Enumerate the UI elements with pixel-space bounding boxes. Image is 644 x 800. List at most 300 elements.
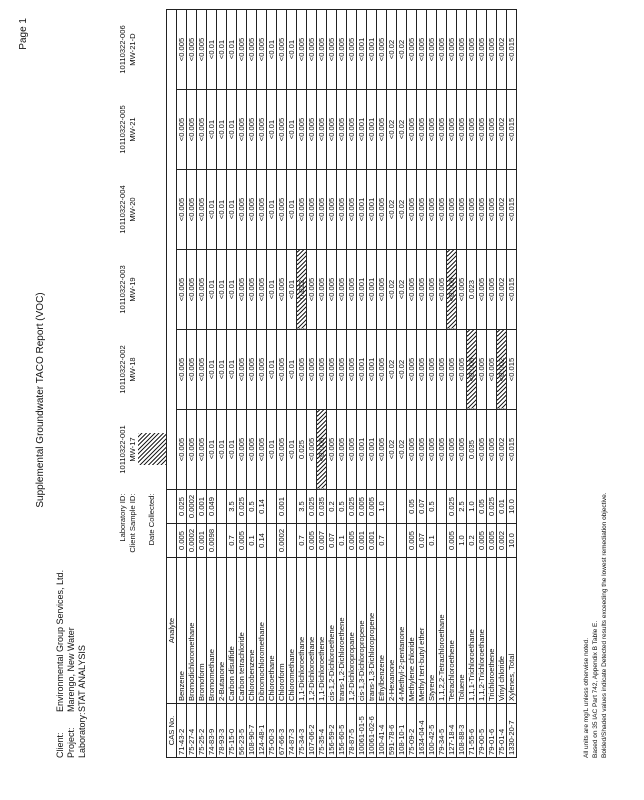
laboratory-value: STAT ANALYSIS (77, 645, 87, 712)
analyte-cell: Chlorobenzene (247, 558, 257, 704)
objective-cell: 0.005 (487, 524, 497, 558)
table-row (407, 10, 417, 758)
result-cell: <0.005 (477, 10, 487, 90)
table-row (267, 10, 277, 758)
result-cell: <0.005 (247, 410, 257, 490)
result-cell: <0.005 (247, 170, 257, 250)
footnote: Bolded/Shaded values indicate Detected results exceeding the lowest remediation objective. (601, 492, 608, 758)
cas-cell: 75-09-2 (407, 704, 417, 758)
result-cell: <0.02 (397, 330, 407, 410)
result-cell: <0.01 (227, 170, 237, 250)
results-header (167, 10, 177, 490)
sample-id-row (128, 10, 138, 758)
cas-cell: 107-06-2 (307, 704, 317, 758)
result-cell: <0.015 (507, 90, 517, 170)
analyte-cell: 2-Butanone (217, 558, 227, 704)
objective-cell: 1.0 (457, 524, 467, 558)
cas-cell: 74-83-9 (207, 704, 217, 758)
lab-id: 10110322-001 (118, 425, 127, 474)
date-label: Date Collected: (147, 493, 156, 546)
client-label: Client: (55, 732, 65, 758)
result-cell: <0.005 (417, 330, 427, 410)
table-row (327, 10, 337, 758)
result-cell: <0.005 (247, 250, 257, 330)
objective-cell: 3.5 (297, 490, 307, 524)
sample-id: MW-20 (128, 197, 137, 222)
date-redacted (138, 170, 167, 250)
sample-id: MW-21 (128, 117, 137, 142)
analyte-cell: 1,1,1-Trichloroethane (467, 558, 477, 704)
result-cell: <0.005 (377, 10, 387, 90)
result-cell: <0.01 (267, 170, 277, 250)
result-cell: <0.005 (297, 90, 307, 170)
result-cell: <0.005 (177, 330, 187, 410)
table-row (377, 10, 387, 758)
cas-cell: 78-93-3 (217, 704, 227, 758)
lab-id: 10110322-003 (118, 265, 127, 314)
result-cell: <0.005 (407, 410, 417, 490)
cas-cell: 124-48-1 (257, 704, 267, 758)
result-cell: <0.001 (367, 10, 377, 90)
analyte-cell: Methyl tert-butyl ether (417, 558, 427, 704)
result-cell: <0.005 (417, 410, 427, 490)
result-cell: <0.005 (487, 90, 497, 170)
result-cell: <0.02 (397, 410, 407, 490)
sample-id: MW-21-D (128, 33, 137, 66)
result-cell: <0.005 (177, 410, 187, 490)
result-cell: <0.005 (347, 170, 357, 250)
result-cell: <0.005 (277, 10, 287, 90)
objective-cell: 0.025 (447, 490, 457, 524)
objective-cell: 0.2 (327, 490, 337, 524)
table-row (247, 10, 257, 758)
cas-cell: 108-90-7 (247, 704, 257, 758)
cas-cell: 1634-04-4 (417, 704, 427, 758)
date-redacted (138, 250, 167, 330)
objective-cell: 0.1 (427, 524, 437, 558)
result-cell: <0.005 (417, 10, 427, 90)
objective-cell: 0.005 (357, 490, 367, 524)
table-row (477, 10, 487, 758)
result-cell: <0.001 (357, 250, 367, 330)
result-cell: <0.005 (487, 410, 497, 490)
result-cell: <0.01 (207, 170, 217, 250)
report-header (55, 570, 88, 758)
result-cell: <0.005 (327, 410, 337, 490)
result-cell: <0.015 (507, 250, 517, 330)
table-row (417, 10, 427, 758)
result-cell: <0.005 (447, 10, 457, 90)
objective-cell: 0.001 (367, 524, 377, 558)
cas-cell: 100-41-4 (377, 704, 387, 758)
table-row (427, 10, 437, 758)
result-cell: <0.005 (197, 250, 207, 330)
result-cell: <0.005 (447, 250, 457, 330)
column-header-row (167, 10, 177, 758)
result-cell: <0.002 (497, 10, 507, 90)
result-cell: <0.005 (347, 90, 357, 170)
table-row (227, 10, 237, 758)
result-cell: <0.015 (507, 170, 517, 250)
result-cell: <0.01 (267, 90, 277, 170)
sample-id: MW-18 (128, 357, 137, 382)
result-cell: <0.02 (387, 250, 397, 330)
result-cell: <0.005 (407, 10, 417, 90)
objective-cell: 0.001 (197, 490, 207, 524)
results-body (177, 10, 517, 758)
limit-header-2 (167, 490, 177, 524)
result-cell: <0.02 (387, 330, 397, 410)
result-cell: <0.005 (467, 10, 477, 90)
cas-cell: 79-34-5 (437, 704, 447, 758)
cas-cell: 71-55-6 (467, 704, 477, 758)
result-cell: <0.005 (337, 410, 347, 490)
result-cell: <0.01 (227, 410, 237, 490)
result-cell: <0.005 (197, 10, 207, 90)
objective-cell: 1.0 (467, 490, 477, 524)
result-cell: <0.001 (367, 330, 377, 410)
result-cell: <0.015 (507, 10, 517, 90)
table-row (457, 10, 467, 758)
table-row (217, 10, 227, 758)
result-cell: <0.01 (227, 250, 237, 330)
table-row (307, 10, 317, 758)
objective-cell: 0.002 (497, 524, 507, 558)
analyte-cell: Ethylbenzene (377, 558, 387, 704)
result-cell: <0.005 (417, 90, 427, 170)
result-cell: <0.005 (417, 250, 427, 330)
objective-cell: 0.1 (337, 524, 347, 558)
result-cell: <0.001 (367, 90, 377, 170)
objective-cell: 0.005 (347, 524, 357, 558)
table-row (467, 10, 477, 758)
result-cell: <0.005 (237, 170, 247, 250)
result-cell: <0.005 (197, 410, 207, 490)
result-cell: <0.02 (397, 90, 407, 170)
objective-cell: 0.025 (307, 490, 317, 524)
lab-id: 10110322-004 (118, 185, 127, 234)
result-cell: <0.005 (277, 330, 287, 410)
project-label: Project: (66, 727, 76, 758)
result-cell: <0.005 (237, 250, 247, 330)
cas-cell: 79-01-6 (487, 704, 497, 758)
analyte-cell: Vinyl chloride (497, 558, 507, 704)
objective-cell (267, 490, 277, 524)
result-cell: <0.005 (477, 330, 487, 410)
result-cell: <0.005 (437, 330, 447, 410)
objective-cell: 0.01 (497, 490, 507, 524)
result-cell: <0.02 (387, 170, 397, 250)
objective-cell: 0.025 (347, 490, 357, 524)
result-cell: <0.001 (367, 410, 377, 490)
result-cell: <0.005 (257, 10, 267, 90)
objective-cell: 0.049 (207, 490, 217, 524)
result-cell: <0.005 (307, 250, 317, 330)
result-cell: <0.005 (257, 410, 267, 490)
result-cell: <0.005 (177, 170, 187, 250)
result-cell: <0.01 (287, 170, 297, 250)
result-cell: <0.01 (217, 330, 227, 410)
result-cell: <0.015 (507, 330, 517, 410)
result-cell: <0.02 (397, 170, 407, 250)
table-row (357, 10, 367, 758)
result-cell: <0.005 (327, 170, 337, 250)
result-cell: <0.02 (397, 10, 407, 90)
objective-cell: 0.5 (427, 490, 437, 524)
result-cell: <0.005 (427, 410, 437, 490)
result-cell: <0.005 (297, 170, 307, 250)
objective-cell: 0.0002 (187, 490, 197, 524)
table-row (397, 10, 407, 758)
result-cell: <0.005 (277, 90, 287, 170)
result-cell: <0.005 (237, 90, 247, 170)
objective-cell: 0.005 (237, 524, 247, 558)
result-cell: <0.005 (317, 250, 327, 330)
date-stamp (138, 410, 167, 490)
objective-cell: 0.0002 (277, 524, 287, 558)
cas-cell: 108-88-3 (457, 704, 467, 758)
result-cell: <0.005 (337, 90, 347, 170)
result-cell: <0.005 (307, 330, 317, 410)
table-row (237, 10, 247, 758)
analyte-cell: Bromomethane (207, 558, 217, 704)
result-cell: 0.022 (297, 250, 307, 330)
result-cell: <0.005 (337, 10, 347, 90)
result-cell: <0.005 (317, 410, 327, 490)
table-row (297, 10, 307, 758)
analyte-cell: 1,1-Dichloroethene (317, 558, 327, 704)
result-cell: <0.005 (407, 90, 417, 170)
result-cell: <0.005 (317, 330, 327, 410)
result-cell: <0.001 (357, 410, 367, 490)
result-cell: <0.005 (467, 170, 477, 250)
analyte-cell: Carbon tetrachloride (237, 558, 247, 704)
objective-cell: 0.07 (327, 524, 337, 558)
cas-cell: 108-10-1 (397, 704, 407, 758)
objective-cell: 0.007 (317, 524, 327, 558)
result-cell: <0.005 (277, 170, 287, 250)
objective-cell (287, 490, 297, 524)
table-row (177, 10, 187, 758)
objective-cell: 3.5 (227, 490, 237, 524)
table-row (317, 10, 327, 758)
objective-cell: 0.005 (477, 524, 487, 558)
objective-cell: 0.7 (227, 524, 237, 558)
analyte-cell: Methylene chloride (407, 558, 417, 704)
cas-header: CAS No. (167, 704, 177, 758)
analyte-cell: 1,1,2,2-Tetrachloroethane (437, 558, 447, 704)
result-cell: <0.005 (347, 410, 357, 490)
objective-cell (437, 490, 447, 524)
lab-id-row (118, 10, 128, 758)
analyte-cell: Dibromochloromethane (257, 558, 267, 704)
footnote: All units are mg/L unless otherwise noted. (583, 637, 590, 758)
result-cell: <0.005 (307, 10, 317, 90)
objective-cell: 0.025 (237, 490, 247, 524)
result-cell: <0.01 (287, 90, 297, 170)
result-cell: <0.005 (437, 10, 447, 90)
result-cell: <0.01 (267, 330, 277, 410)
objective-cell: 0.005 (367, 490, 377, 524)
result-cell: <0.005 (297, 10, 307, 90)
result-cell: <0.005 (257, 90, 267, 170)
cas-cell: 75-25-2 (197, 704, 207, 758)
result-cell: <0.01 (207, 10, 217, 90)
result-cell: <0.005 (457, 410, 467, 490)
result-cell: <0.001 (357, 170, 367, 250)
result-cell: <0.005 (457, 250, 467, 330)
objective-cell: 0.07 (417, 490, 427, 524)
result-cell: <0.005 (257, 170, 267, 250)
cas-cell: 156-59-2 (327, 704, 337, 758)
result-cell: <0.005 (407, 250, 417, 330)
analyte-cell: 1,1-Dichloroethane (297, 558, 307, 704)
table-row (487, 10, 497, 758)
objective-cell: 0.05 (477, 490, 487, 524)
objective-cell: 0.5 (247, 490, 257, 524)
result-cell: <0.005 (327, 90, 337, 170)
result-cell: <0.01 (207, 250, 217, 330)
result-cell: <0.005 (487, 330, 497, 410)
table-row (507, 10, 517, 758)
result-cell: <0.02 (387, 10, 397, 90)
cas-cell: 67-66-3 (277, 704, 287, 758)
result-cell: <0.005 (457, 170, 467, 250)
footnotes (582, 492, 609, 758)
cas-cell: 79-00-5 (477, 704, 487, 758)
analyte-cell: Carbon disulfide (227, 558, 237, 704)
objective-cell: 10.0 (507, 490, 517, 524)
cas-cell: 75-15-0 (227, 704, 237, 758)
analyte-cell: Xylenes, Total (507, 558, 517, 704)
result-cell: <0.015 (507, 410, 517, 490)
lab-id: 10110322-002 (118, 345, 127, 394)
result-cell: <0.001 (357, 10, 367, 90)
result-cell: <0.001 (367, 250, 377, 330)
result-cell: <0.005 (347, 10, 357, 90)
analyte-cell: Bromoform (197, 558, 207, 704)
result-cell: <0.005 (427, 90, 437, 170)
objective-cell (267, 524, 277, 558)
table-row (447, 10, 457, 758)
date-row (138, 10, 167, 758)
result-cell: <0.005 (447, 90, 457, 170)
objective-cell (217, 524, 227, 558)
result-cell: <0.02 (397, 250, 407, 330)
result-cell: <0.005 (477, 90, 487, 170)
result-cell: <0.005 (377, 410, 387, 490)
table-row (207, 10, 217, 758)
result-cell: <0.005 (487, 10, 497, 90)
result-cell: <0.005 (377, 170, 387, 250)
cas-cell: 56-23-5 (237, 704, 247, 758)
objective-cell: 0.0002 (187, 524, 197, 558)
result-cell: <0.005 (377, 330, 387, 410)
table-row (197, 10, 207, 758)
analyte-cell: 1,1,2-Trichloroethane (477, 558, 487, 704)
objective-cell: 1.0 (377, 490, 387, 524)
result-cell: <0.005 (277, 250, 287, 330)
objective-cell: 0.2 (467, 524, 477, 558)
result-cell: <0.005 (277, 410, 287, 490)
result-cell: <0.005 (197, 170, 207, 250)
objective-cell: 0.001 (277, 490, 287, 524)
result-cell: <0.005 (187, 170, 197, 250)
objective-cell: 0.001 (357, 524, 367, 558)
result-cell: <0.005 (427, 10, 437, 90)
analyte-cell: Tetrachloroethene (447, 558, 457, 704)
result-cell: <0.005 (407, 330, 417, 410)
date-redacted (138, 330, 167, 410)
result-cell: <0.005 (337, 330, 347, 410)
objective-cell: 0.005 (307, 524, 317, 558)
objective-cell: 0.025 (177, 490, 187, 524)
cas-cell: 75-34-3 (297, 704, 307, 758)
result-cell: <0.01 (287, 410, 297, 490)
analyte-cell: 1,2-Dichloroethane (307, 558, 317, 704)
result-cell: <0.005 (177, 10, 187, 90)
result-cell: <0.005 (427, 330, 437, 410)
analyte-header: Analyte (167, 558, 177, 704)
result-cell: <0.005 (237, 330, 247, 410)
objective-cell: 2.5 (457, 490, 467, 524)
result-cell: <0.01 (207, 410, 217, 490)
objective-cell: 0.001 (197, 524, 207, 558)
result-cell: <0.005 (337, 170, 347, 250)
result-cell: <0.002 (497, 330, 507, 410)
lab-id-label: Laboratory ID: (118, 493, 127, 542)
result-cell: <0.005 (477, 170, 487, 250)
result-cell: <0.005 (317, 90, 327, 170)
table-row (347, 10, 357, 758)
result-cell: <0.02 (387, 90, 397, 170)
result-cell: <0.005 (317, 10, 327, 90)
date-redacted (138, 10, 167, 90)
result-cell: <0.005 (457, 330, 467, 410)
table-row (387, 10, 397, 758)
result-cell: <0.005 (407, 170, 417, 250)
result-cell: <0.005 (187, 330, 197, 410)
result-cell: <0.01 (287, 330, 297, 410)
analyte-cell: cis-1,2-Dichloroethene (327, 558, 337, 704)
result-cell: <0.005 (467, 90, 477, 170)
result-cell: <0.005 (377, 250, 387, 330)
analyte-cell: trans-1,3-Dichloropropene (367, 558, 377, 704)
objective-cell: 0.025 (487, 490, 497, 524)
result-cell: <0.005 (417, 170, 427, 250)
result-cell: <0.002 (497, 250, 507, 330)
result-cell: <0.005 (327, 330, 337, 410)
objective-cell (217, 490, 227, 524)
objective-cell: 0.005 (407, 524, 417, 558)
table-row (497, 10, 507, 758)
result-cell: <0.02 (387, 410, 397, 490)
result-cell: <0.005 (187, 250, 197, 330)
result-cell: <0.005 (257, 250, 267, 330)
sample-id-label: Client Sample ID: (128, 493, 137, 553)
result-cell: <0.01 (217, 90, 227, 170)
objective-cell: 0.7 (377, 524, 387, 558)
objective-cell: 0.05 (407, 490, 417, 524)
analyte-cell: cis-1,3-Dichloropropene (357, 558, 367, 704)
result-cell: <0.002 (497, 170, 507, 250)
analyte-cell: Styrene (427, 558, 437, 704)
table-row (187, 10, 197, 758)
objective-cell: 0.1 (247, 524, 257, 558)
cas-cell: 10061-01-5 (357, 704, 367, 758)
result-cell: <0.01 (217, 170, 227, 250)
sample-id: MW-19 (128, 277, 137, 302)
